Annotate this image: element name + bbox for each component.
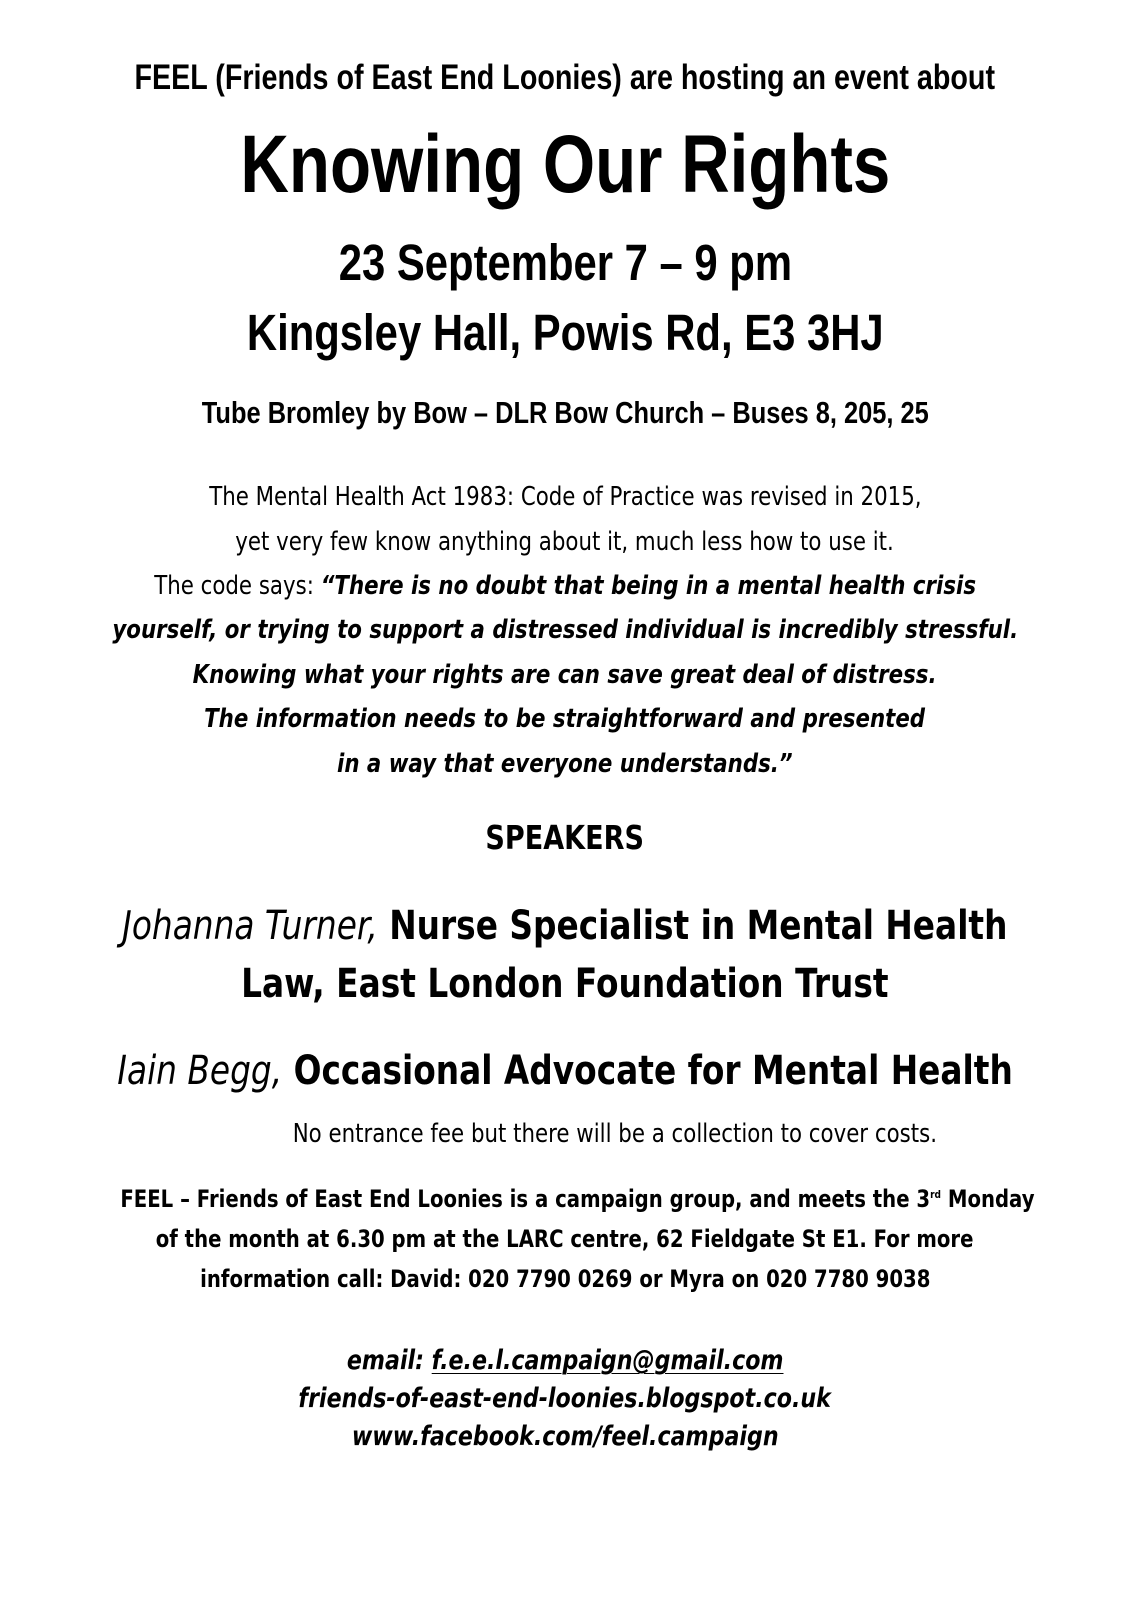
speaker-2-line-1 bbox=[0, 1048, 1130, 1094]
about-line-1-text bbox=[120, 1185, 1034, 1213]
description-line-6-text: The information needs to be straightforward and presented bbox=[204, 704, 926, 734]
event-venue bbox=[0, 303, 1130, 362]
ordinal-suffix: rd bbox=[929, 1188, 941, 1201]
about-line-2-text: of the month at 6.30 pm at the LARC centre, 62 Fieldgate St E1. For more bbox=[156, 1225, 974, 1253]
entrance-note-text: No entrance fee but there will be a collection to cover costs. bbox=[292, 1119, 938, 1149]
about-line-3 bbox=[0, 1265, 1130, 1293]
speaker-2 bbox=[117, 1048, 1013, 1094]
contact-facebook-line bbox=[0, 1421, 1130, 1452]
speaker-1-line-2 bbox=[0, 961, 1130, 1007]
description-line-2 bbox=[0, 527, 1130, 557]
description-line-5 bbox=[0, 660, 1130, 690]
description-line-4 bbox=[0, 615, 1130, 645]
email-label: email: bbox=[346, 1345, 432, 1376]
about-line-3-text: information call: David: 020 7790 0269 or Myra on 020 7780 9038 bbox=[199, 1265, 931, 1293]
description-line-1-text: The Mental Health Act 1983: Code of Practice was revised in 2015, bbox=[208, 482, 922, 512]
code-quote-start: “There is no doubt that being in a mental health crisis bbox=[320, 571, 976, 601]
description-line-1 bbox=[0, 482, 1130, 512]
speaker-1-role: Nurse Specialist in Mental Health bbox=[377, 903, 1008, 949]
intro-text: FEEL (Friends of East End Loonies) are hosting an event about bbox=[134, 58, 996, 97]
event-title-text: Knowing Our Rights bbox=[240, 119, 890, 210]
facebook-link[interactable]: www.facebook.com/feel.campaign bbox=[351, 1421, 779, 1452]
description-line-3 bbox=[0, 571, 1130, 601]
intro-line bbox=[0, 58, 1130, 98]
transport-info-text: Tube Bromley by Bow – DLR Bow Church – Buses 8, 205, 25 bbox=[201, 395, 929, 430]
speaker-2-name: Iain Begg, bbox=[117, 1048, 283, 1094]
event-date-time bbox=[0, 233, 1130, 292]
speaker-1-line-1 bbox=[0, 903, 1130, 949]
speaker-1 bbox=[122, 903, 1007, 949]
description-line-5-text: Knowing what your rights are can save great deal of distress. bbox=[193, 660, 937, 690]
contact-blog-line bbox=[0, 1383, 1130, 1414]
speakers-heading bbox=[0, 818, 1130, 857]
email-link[interactable]: f.e.e.l.campaign@gmail.com bbox=[431, 1345, 784, 1376]
about-line-2 bbox=[0, 1225, 1130, 1253]
description-line-4-text: yourself, or trying to support a distressed individual is incredibly stressful. bbox=[112, 615, 1018, 645]
about-line-1-after: Monday bbox=[940, 1185, 1035, 1213]
transport-info bbox=[0, 395, 1130, 431]
description-line-7 bbox=[0, 749, 1130, 779]
speaker-1-name: Johanna Turner, bbox=[122, 903, 378, 949]
speakers-heading-text: SPEAKERS bbox=[485, 818, 645, 857]
code-says-label: The code says: bbox=[154, 571, 321, 601]
description-line-3-text bbox=[154, 571, 976, 601]
speaker-2-role: Occasional Advocate for Mental Health bbox=[282, 1048, 1013, 1094]
event-title bbox=[0, 118, 1130, 212]
description-line-7-text: in a way that everyone understands.” bbox=[337, 749, 793, 779]
event-venue-text: Kingsley Hall, Powis Rd, E3 3HJ bbox=[246, 304, 884, 361]
speaker-1-role-continued: Law, East London Foundation Trust bbox=[241, 961, 889, 1007]
contact-email bbox=[347, 1345, 784, 1376]
description-line-2-text: yet very few know anything about it, much less how to use it. bbox=[235, 527, 895, 557]
event-date-time-text: 23 September 7 – 9 pm bbox=[338, 234, 792, 291]
about-line-1 bbox=[12, 1185, 1130, 1213]
contact-email-line bbox=[0, 1345, 1130, 1376]
about-line-1-before: FEEL – Friends of East End Loonies is a campaign group, and meets the 3 bbox=[119, 1185, 930, 1213]
description-line-6 bbox=[0, 704, 1130, 734]
entrance-note bbox=[50, 1119, 1130, 1149]
blog-link[interactable]: friends-of-east-end-loonies.blogspot.co.uk bbox=[298, 1383, 832, 1414]
